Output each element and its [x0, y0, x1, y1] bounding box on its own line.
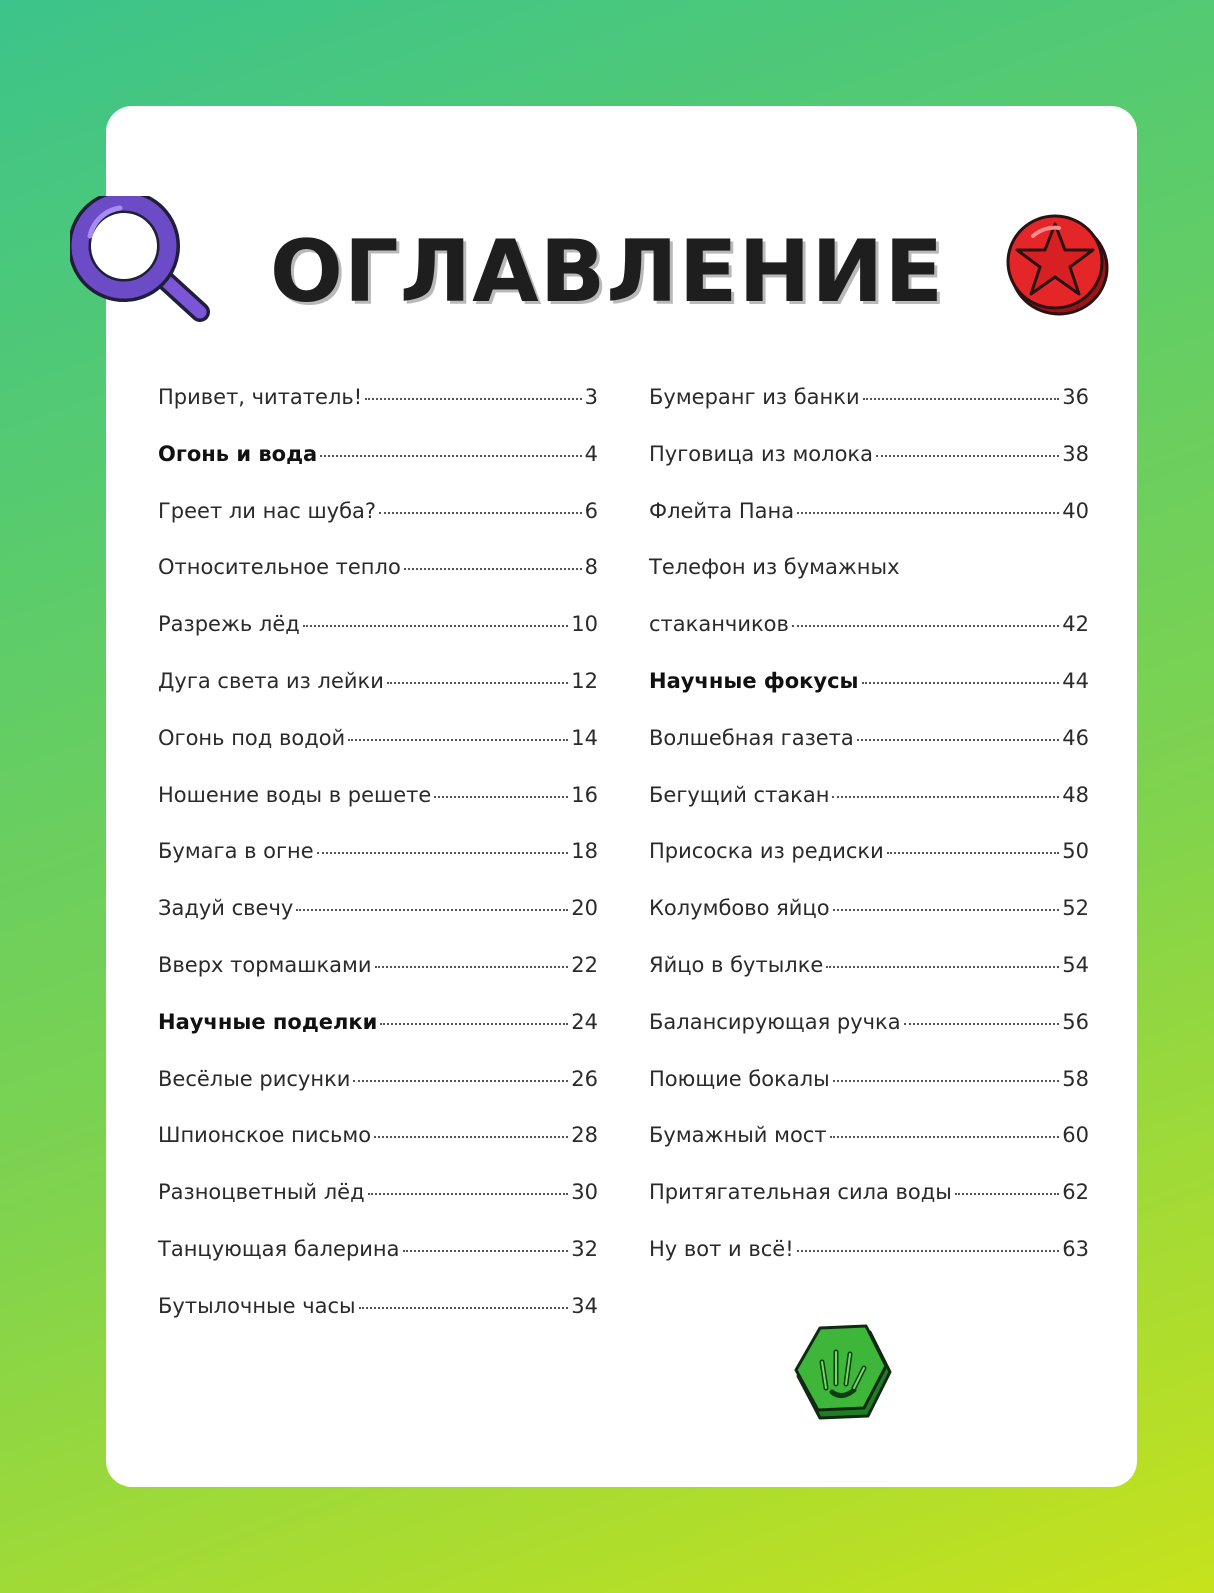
toc-entry[interactable]	[649, 783, 1089, 840]
toc-entry-title: Дуга света из лейки	[158, 668, 384, 693]
toc-entry[interactable]	[649, 1237, 1089, 1294]
toc-entry-title: стаканчиков	[649, 612, 789, 637]
toc-dot-leader	[379, 512, 582, 514]
toc-page-number: 58	[1062, 1066, 1089, 1091]
toc-entry-title: Бумажный мост	[649, 1123, 827, 1148]
toc-entry[interactable]	[649, 839, 1089, 896]
toc-entry[interactable]	[158, 669, 598, 726]
toc-dot-leader	[792, 625, 1059, 627]
toc-page-number: 16	[571, 782, 598, 807]
toc-page-number: 50	[1062, 839, 1089, 864]
toc-page-number: 26	[571, 1066, 598, 1091]
toc-entry-title: Бумага в огне	[158, 839, 314, 864]
toc-page-number: 12	[571, 668, 598, 693]
toc-entry-title: Присоска из редиски	[649, 839, 884, 864]
toc-dot-leader	[320, 455, 581, 457]
toc-page-number: 42	[1062, 612, 1089, 637]
toc-entry-title: Поющие бокалы	[649, 1066, 830, 1091]
toc-entry-title: Научные фокусы	[649, 668, 859, 693]
toc-page-number: 36	[1062, 385, 1089, 409]
toc-page-number: 38	[1062, 441, 1089, 466]
toc-entry-title: Огонь и вода	[158, 441, 318, 466]
toc-dot-leader	[862, 682, 1060, 684]
toc-entry[interactable]	[158, 783, 598, 840]
toc-entry[interactable]	[158, 1067, 598, 1124]
toc-entry[interactable]	[158, 442, 598, 499]
toc-entry[interactable]	[649, 1123, 1089, 1180]
toc-dot-leader	[833, 909, 1060, 911]
toc-entry-title: Телефон из бумажных	[649, 555, 900, 580]
toc-dot-leader	[832, 796, 1059, 798]
toc-dot-leader	[857, 739, 1060, 741]
toc-entry[interactable]	[158, 1123, 598, 1180]
toc-dot-leader	[374, 1136, 568, 1138]
toc-entry[interactable]	[649, 555, 1089, 612]
toc-entry[interactable]	[158, 555, 598, 612]
toc-dot-leader	[955, 1193, 1059, 1195]
toc-entry-title: Бегущий стакан	[649, 782, 830, 807]
toc-entry[interactable]	[649, 1180, 1089, 1237]
toc-entry[interactable]	[158, 726, 598, 783]
toc-page-number: 60	[1062, 1123, 1089, 1148]
toc-dot-leader	[375, 966, 569, 968]
toc-page-number: 46	[1062, 725, 1089, 750]
toc-page-number: 30	[571, 1180, 598, 1205]
toc-page-number: 32	[571, 1236, 598, 1261]
toc-entry-title: Относительное тепло	[158, 555, 401, 580]
toc-entry-title: Колумбово яйцо	[649, 896, 830, 921]
toc-dot-leader	[876, 455, 1059, 457]
toc-dot-leader	[387, 682, 568, 684]
toc-entry[interactable]	[649, 1067, 1089, 1124]
toc-entry[interactable]	[158, 612, 598, 669]
toc-entry[interactable]	[649, 726, 1089, 783]
toc-dot-leader	[403, 1250, 569, 1252]
toc-dot-leader	[833, 1080, 1060, 1082]
toc-entry[interactable]	[158, 1010, 598, 1067]
toc-page-number: 20	[571, 896, 598, 921]
toc-dot-leader	[368, 1193, 569, 1195]
toc-entry[interactable]	[158, 953, 598, 1010]
toc-entry[interactable]	[158, 839, 598, 896]
toc-dot-leader	[359, 1307, 569, 1309]
toc-page-number: 6	[584, 498, 598, 523]
toc-dot-leader	[348, 739, 568, 741]
toc-dot-leader	[353, 1080, 568, 1082]
toc-entry[interactable]	[649, 499, 1089, 556]
toc-entry[interactable]	[158, 1237, 598, 1294]
toc-page-number: 28	[571, 1123, 598, 1148]
toc-page-number: 40	[1062, 498, 1089, 523]
toc-right-column	[649, 385, 1089, 1294]
toc-entry[interactable]	[158, 1294, 598, 1351]
toc-left-column	[158, 385, 598, 1351]
toc-entry-title: Привет, читатель!	[158, 385, 363, 409]
toc-entry-title: Научные поделки	[158, 1009, 378, 1034]
toc-entry-title: Шпионское письмо	[158, 1123, 372, 1148]
toc-page-number: 54	[1062, 952, 1089, 977]
toc-entry[interactable]	[649, 953, 1089, 1010]
toc-entry[interactable]	[649, 385, 1089, 442]
toc-dot-leader	[365, 398, 581, 400]
toc-dot-leader	[830, 1136, 1060, 1138]
toc-entry-title: Флейта Пана	[649, 498, 795, 523]
hand-hex-icon	[792, 1322, 894, 1424]
toc-entry[interactable]	[649, 896, 1089, 953]
toc-entry-title: Бумеранг из банки	[649, 385, 860, 409]
toc-entry-title: Разрежь лёд	[158, 612, 300, 637]
toc-page-number: 34	[571, 1293, 598, 1318]
toc-page-number: 52	[1062, 896, 1089, 921]
toc-entry-title: Задуй свечу	[158, 896, 294, 921]
toc-entry[interactable]	[158, 1180, 598, 1237]
toc-dot-leader	[296, 909, 568, 911]
toc-dot-leader	[434, 796, 568, 798]
toc-page-number: 18	[571, 839, 598, 864]
toc-page-number: 3	[584, 385, 598, 409]
toc-entry-title: Пуговица из молока	[649, 441, 873, 466]
toc-entry[interactable]	[158, 896, 598, 953]
toc-dot-leader	[797, 512, 1059, 514]
toc-dot-leader	[797, 1250, 1060, 1252]
toc-entry-title: Вверх тормашками	[158, 952, 372, 977]
toc-entry-title: Огонь под водой	[158, 725, 346, 750]
star-coin-icon	[1003, 210, 1109, 316]
toc-entry[interactable]	[649, 442, 1089, 499]
toc-dot-leader	[317, 852, 569, 854]
toc-page-number: 56	[1062, 1009, 1089, 1034]
toc-entry[interactable]	[649, 669, 1089, 726]
toc-entry-title: Балансирующая ручка	[649, 1009, 901, 1034]
toc-page-number: 62	[1062, 1180, 1089, 1205]
toc-entry[interactable]	[649, 612, 1089, 669]
page-title: ОГЛАВЛЕНИЕ	[269, 222, 945, 322]
toc-page-number: 10	[571, 612, 598, 637]
toc-dot-leader	[863, 398, 1060, 400]
toc-page-number: 14	[571, 725, 598, 750]
toc-entry[interactable]	[158, 499, 598, 556]
toc-entry-title: Бутылочные часы	[158, 1293, 356, 1318]
toc-entry[interactable]	[158, 385, 598, 442]
toc-page-number: 63	[1062, 1236, 1089, 1261]
toc-entry-title: Ношение воды в решете	[158, 782, 432, 807]
toc-dot-leader	[887, 852, 1060, 854]
toc-entry-title: Яйцо в бутылке	[649, 952, 824, 977]
toc-dot-leader	[826, 966, 1059, 968]
toc-page-number: 4	[584, 441, 598, 466]
toc-entry-title: Разноцветный лёд	[158, 1180, 365, 1205]
toc-page-number: 24	[571, 1009, 598, 1034]
toc-dot-leader	[404, 568, 582, 570]
toc-dot-leader	[303, 625, 568, 627]
toc-page-number: 48	[1062, 782, 1089, 807]
toc-dot-leader	[380, 1023, 568, 1025]
magnifier-icon	[70, 196, 212, 324]
toc-page-number: 8	[584, 555, 598, 580]
toc-dot-leader	[904, 1023, 1060, 1025]
toc-entry-title: Ну вот и всё!	[649, 1236, 794, 1261]
toc-entry-title: Притягательная сила воды	[649, 1180, 952, 1205]
toc-entry-title: Греет ли нас шуба?	[158, 498, 377, 523]
toc-entry-title: Танцующая балерина	[158, 1236, 400, 1261]
toc-page-number: 44	[1062, 668, 1089, 693]
toc-entry-title: Волшебная газета	[649, 725, 854, 750]
toc-entry[interactable]	[649, 1010, 1089, 1067]
toc-entry-title: Весёлые рисунки	[158, 1066, 351, 1091]
toc-page-number: 22	[571, 952, 598, 977]
